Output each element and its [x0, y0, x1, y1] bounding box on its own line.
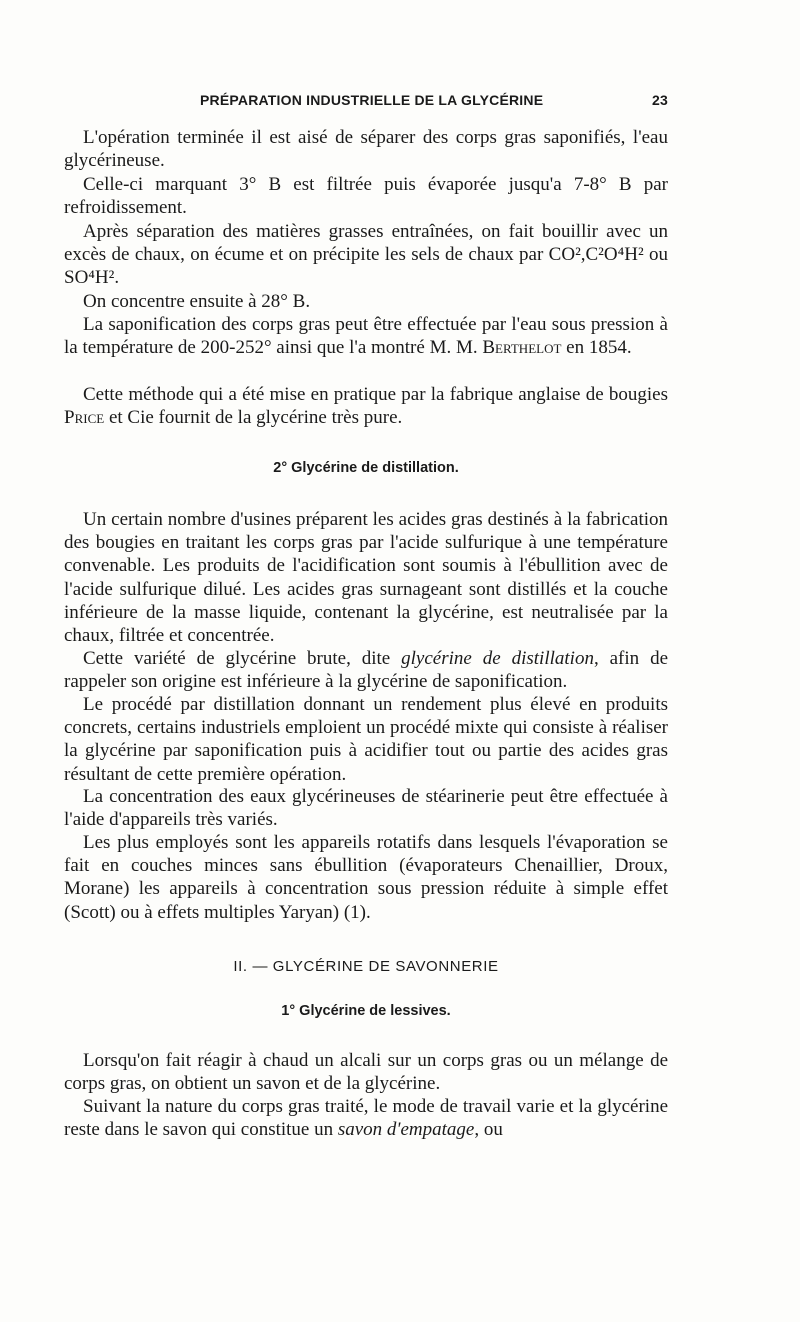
- paragraph-appareils: Les plus employés sont les appareils rotatifs dans lesquels l'évaporation se fait en couches minces sans ébullition (évaporateurs Chenaillier, Droux, Morane) les appareils à concentration sous pression réduite à simple effet (Scott) ou à effets multiples Yaryan) (1).: [64, 832, 668, 923]
- paragraph-filtration: Celle-ci marquant 3° B est filtrée puis évaporée jusqu'a 7-8° B par refroidissement.: [64, 174, 668, 219]
- paragraph-eaux-glycerineuses: La concentration des eaux glycérineuses de stéarinerie peut être effectuée à l'aide d'appareils très variés.: [64, 786, 668, 831]
- author-name: Berthelot: [482, 337, 562, 359]
- chemical-formula: CO²,C²O⁴H² ou SO⁴H².: [64, 244, 668, 289]
- emphasis-term: savon d'empatage: [337, 1119, 475, 1141]
- paragraph-concentration-28: On concentre ensuite à 28° B.: [83, 291, 311, 312]
- running-header: [200, 92, 668, 114]
- paragraph-price: Cette méthode qui a été mise en pratique par la fabrique anglaise de bougies Price et Cie fournit de la glycérine très pure.: [64, 384, 668, 429]
- paragraph-saponification-pression: La saponification des corps gras peut être effectuée par l'eau sous pression à la température de 200-252° ainsi que l'a montré M. M. Berthelot en 1854.: [64, 314, 668, 359]
- emphasis-term: glycérine de distillation: [401, 648, 594, 669]
- paragraph-savon-empatage: Suivant la nature du corps gras traité, le mode de travail varie et la glycérine reste dans le savon qui constitue un savon d'empatage, ou: [64, 1096, 668, 1141]
- company-name: Price: [64, 407, 105, 429]
- section-heading-savonnerie: II. — GLYCÉRINE DE SAVONNERIE: [233, 958, 499, 975]
- subsection-heading-lessives: 1° Glycérine de lessives.: [281, 1003, 451, 1019]
- paragraph-usines: Un certain nombre d'usines préparent les acides gras destinés à la fabrication des bougies en traitant les corps gras par l'acide sulfurique à une température convenable. Les produits de l'acidification sont soumis à l'ébullition avec de l'acide sulfurique dilué. Les acides gras surnageant sont distillés et la couche inférieure de la masse liquide, contenant la glycérine, est neutralisée par la chaux, filtrée et concentrée.: [64, 509, 668, 647]
- paragraph-glycerine-brute: Cette variété de glycérine brute, dite glycérine de distillation, afin de rappeler son origine est inférieure à la glycérine de saponification.: [64, 648, 668, 693]
- running-title: PRÉPARATION INDUSTRIELLE DE LA GLYCÉRINE: [200, 92, 544, 108]
- page-number: 23: [652, 92, 668, 108]
- paragraph-separation: L'opération terminée il est aisé de séparer des corps gras saponifiés, l'eau glycérineuse.: [64, 127, 668, 172]
- paragraph-alcali: Lorsqu'on fait réagir à chaud un alcali sur un corps gras ou un mélange de corps gras, on obtient un savon et de la glycérine.: [64, 1050, 668, 1095]
- paragraph-procede-mixte: Le procédé par distillation donnant un rendement plus élevé en produits concrets, certains industriels emploient un procédé mixte qui consiste à réaliser la glycérine par saponification puis à acidifier tout ou partie des acides gras résultant de cette première opération.: [64, 694, 668, 785]
- subsection-heading-distillation: 2° Glycérine de distillation.: [273, 460, 459, 476]
- paragraph-chaux: Après séparation des matières grasses entraînées, on fait bouillir avec un excès de chaux, on écume et on précipite les sels de chaux par CO²,C²O⁴H² ou SO⁴H².: [64, 221, 668, 289]
